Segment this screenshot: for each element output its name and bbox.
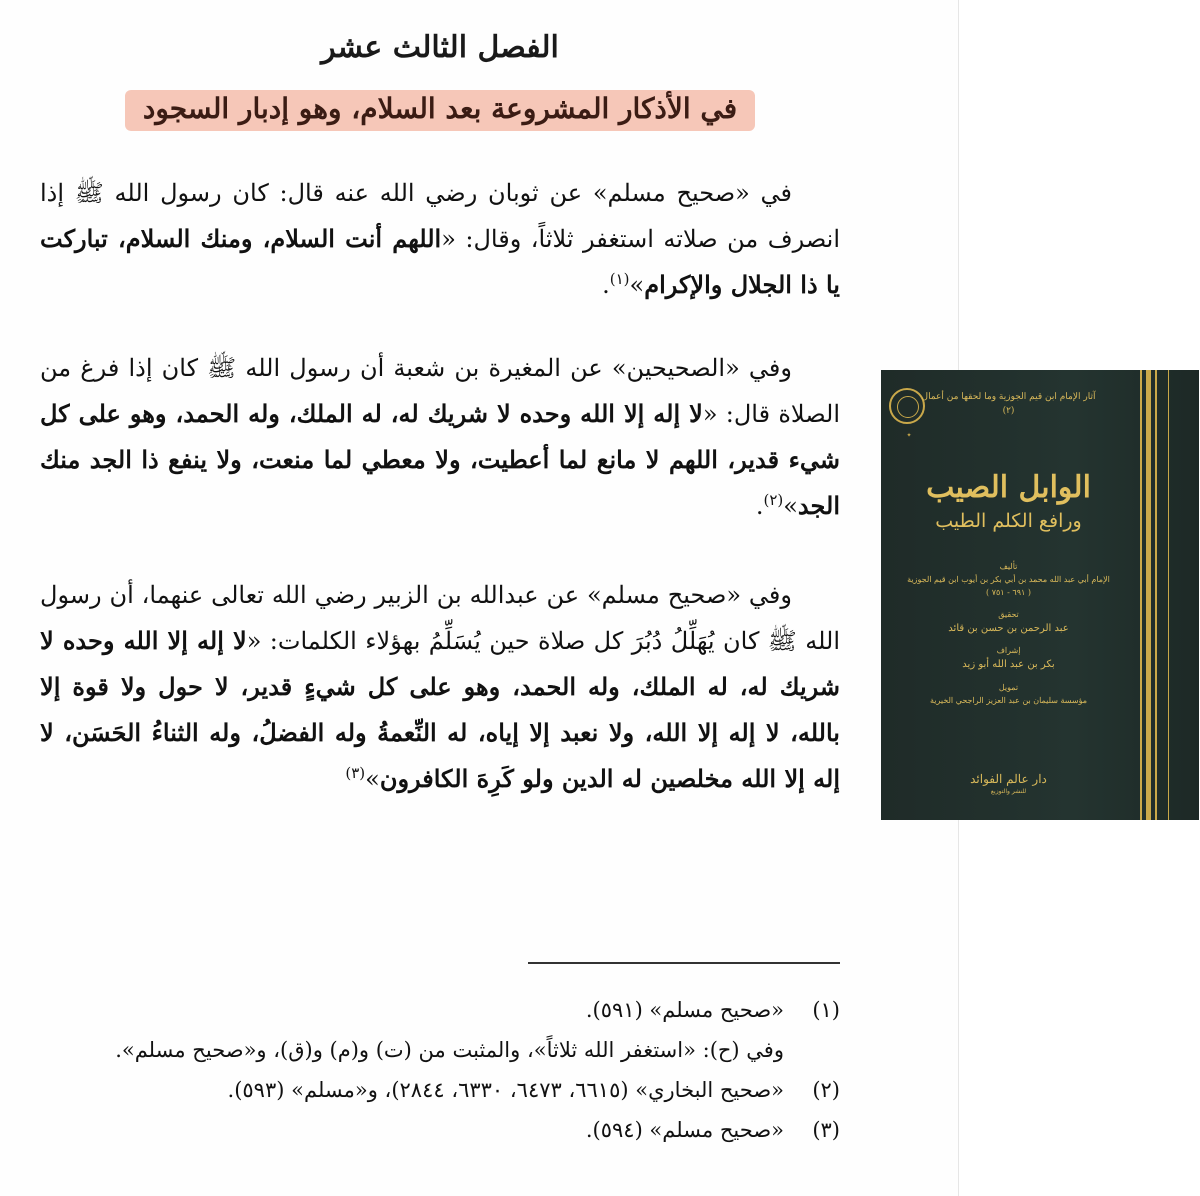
footnote-text: «صحيح البخاري» (٦٦١٥، ٦٤٧٣، ٦٣٣٠، ٢٨٤٤)، و«مسلم» (٥٩٣). — [227, 1078, 784, 1102]
cover-supervisor: بكر بن عبد الله أبو زيد — [962, 659, 1055, 670]
gold-stripe — [1155, 370, 1157, 820]
cover-years: ( ٦٩١ - ٧٥١ ) — [986, 588, 1031, 597]
cover-subtitle: ورافع الكلم الطيب — [935, 510, 1082, 532]
paragraph-1-tail: . — [602, 271, 610, 299]
cover-funder-label: تمويل — [998, 683, 1019, 692]
paragraph-1-close: » — [629, 271, 645, 299]
book-cover-image — [881, 370, 1199, 820]
cover-volume: (٢) — [1002, 406, 1015, 416]
footnote-text: «صحيح مسلم» (٥٩٤). — [585, 1118, 784, 1142]
cover-editor-label: تحقيق — [998, 610, 1019, 619]
gold-stripe — [1140, 370, 1142, 820]
footnote-1 — [40, 990, 840, 1030]
footnote-ref-1: (١) — [609, 270, 630, 288]
paragraph-1-plain: في «صحيح مسلم» عن ثوبان رضي الله عنه قال: كان رسول الله ﷺ إذا انصرف من صلاته استغفر ثلاثاً، وقال: « — [40, 179, 841, 253]
footnote-ref-3: (٣) — [345, 764, 366, 782]
cover-author: الإمام أبي عبد الله محمد بن أبي بكر بن أيوب ابن قيم الجوزية — [907, 575, 1110, 584]
paragraph-3 — [40, 572, 840, 802]
cover-publisher-sub: للنشر والتوزيع — [990, 788, 1027, 795]
footnote-ref-2: (٢) — [763, 491, 784, 509]
cover-gold-stripes — [1138, 370, 1178, 820]
paragraph-2 — [40, 345, 840, 529]
footnote-text: «صحيح مسلم» (٥٩١). — [585, 998, 784, 1022]
cover-funder: مؤسسة سليمان بن عبد العزيز الراجحي الخيرية — [929, 696, 1088, 705]
footnote-3 — [40, 1110, 840, 1150]
chapter-subtitle-highlighted: في الأذكار المشروعة بعد السلام، وهو إدبار السجود — [125, 90, 755, 131]
footnotes — [40, 990, 840, 1150]
paragraph-2-close: » — [783, 492, 798, 520]
chapter-title: الفصل الثالث عشر — [321, 30, 559, 65]
paragraph-2-bold: لا إله إلا الله وحده لا شريك له، له الملك، وله الحمد، وهو على كل شيء قدير، اللهم لا مانع لما أعطيت، ولا معطي لما منعت، ولا ينفع ذا الجد منك الجد — [40, 399, 840, 520]
footnote-number: (٣) — [812, 1118, 840, 1142]
paragraph-3-close: » — [365, 765, 380, 793]
footnote-separator — [528, 962, 840, 964]
paragraph-3-plain: وفي «صحيح مسلم» عن عبدالله بن الزبير رضي الله تعالى عنهما، أن رسول الله ﷺ كان يُهَلِّلُ دُبُرَ كل صلاة حين يُسَلِّمُ بهؤلاء الكلمات: « — [40, 581, 840, 655]
chapter-subtitle-wrap — [40, 90, 840, 131]
cover-publisher: دار عالم الفوائد — [970, 772, 1047, 786]
footnote-1-continuation: وفي (ح): «استغفر الله ثلاثاً»، والمثبت من (ت) و(م) و(ق)، و«صحيح مسلم». — [115, 1038, 784, 1062]
paragraph-1 — [40, 170, 840, 308]
footnote-number: (٢) — [812, 1078, 840, 1102]
cover-author-label: تأليف — [999, 562, 1018, 571]
cover-supervisor-label: إشراف — [996, 646, 1021, 655]
cover-title: الوابل الصيب — [926, 470, 1091, 505]
cover-seal-caption: ✦ — [906, 432, 912, 439]
footnote-2 — [40, 1070, 840, 1110]
cover-editor: عبد الرحمن بن حسن بن قائد — [948, 623, 1069, 634]
paragraph-2-tail: . — [755, 492, 764, 520]
gold-stripe — [1168, 370, 1169, 820]
paragraph-2-plain: وفي «الصحيحين» عن المغيرة بن شعبة أن رسول الله ﷺ كان إذا فرغ من الصلاة قال: « — [40, 354, 840, 428]
paragraph-3-bold: لا إله إلا الله وحده لا شريك له، له الملك، وله الحمد، وهو على كل شيءٍ قدير، لا حول ولا قوة إلا بالله، لا إله إلا الله، ولا نعبد إلا إياه، له النِّعمةُ وله الفضلُ، وله الثناءُ الحَسَن، لا إله إلا الله مخلصين له الدين ولو كَرِهَ الكافرون — [40, 626, 840, 793]
gold-stripe — [1146, 370, 1151, 820]
cover-series: آثار الإمام ابن قيم الجوزية وما لحقها من أعمال — [921, 392, 1096, 402]
paragraph-1-bold: اللهم أنت السلام، ومنك السلام، تباركت يا ذا الجلال والإكرام — [40, 224, 840, 299]
footnote-number: (١) — [812, 998, 840, 1022]
